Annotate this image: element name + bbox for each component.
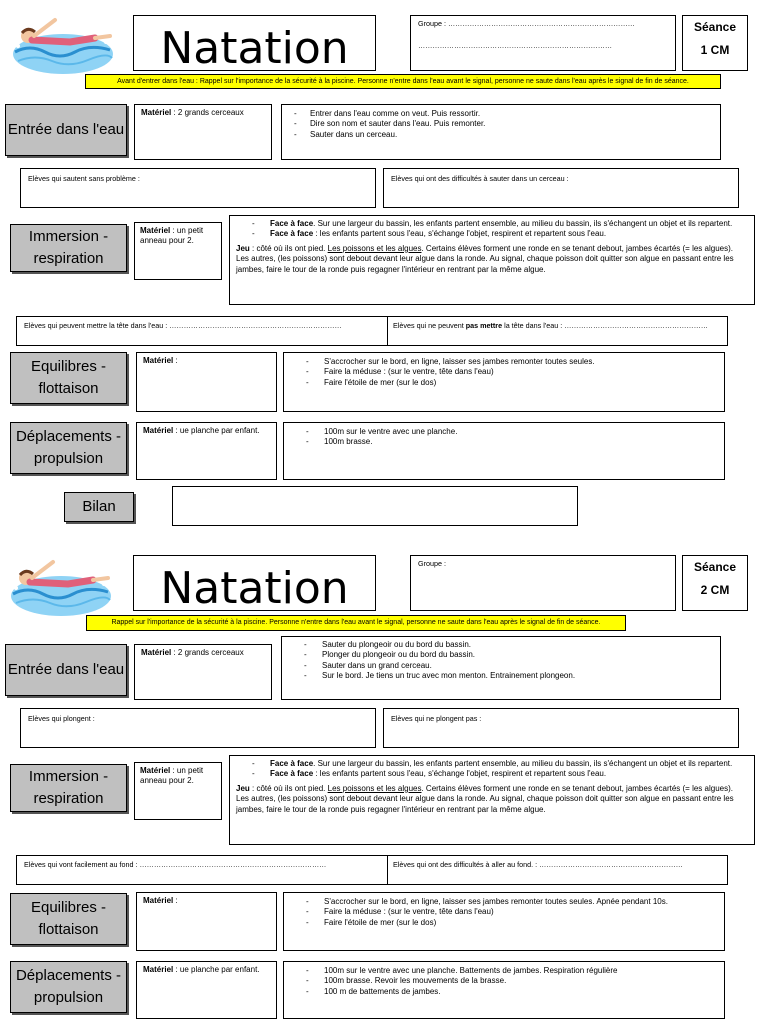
jeu-label: Jeu [236,783,250,793]
seance-label: Séance [693,560,737,574]
activity-item [230,229,748,239]
groupe-label: Groupe : [418,559,446,568]
materiel-text: : [173,356,178,365]
item-bold: Face à face [270,759,314,768]
obs-text: Elèves qui ne peuvent [393,321,466,330]
item-text: : les enfants partent sous l'eau, s'échange l'objet, respirent et repartent sous l'eau. [313,229,607,239]
jeu-text: . Certains élèves forment une ronde en se tenant debout, jambes écartés (= les algues). Les autres, (les poissons) sont debout devant leur algue dans la ronde. Au signal, chaque poisson doit quitter son algue en passant entre les jambes, faire le tour de la ronde puis regagner l'intérieur en rentrant par la même algue. [236,783,734,814]
activity-item: - 100 m de battements de jambes. [284,987,724,997]
item-text: : les enfants partent sous l'eau, s'échange l'objet, respirent et repartent sous l'eau. [313,769,607,779]
section-immersion: Immersion - respiration [10,764,127,812]
activity-list [283,422,725,480]
activity-item: - Faire l'étoile de mer (sur le dos) [284,918,724,928]
activity-list [229,215,755,305]
jeu-text: : côté où ils ont pied. [249,783,328,793]
materiel-label: Matériel [143,965,174,974]
activity-item: - Sauter du plongeoir ou du bord du bassin. [282,640,720,650]
observation-field[interactable]: Elèves qui peuvent mettre la tête dans l'eau : ……………………………………………………………… [17,317,388,345]
section-bilan: Bilan [64,492,134,522]
materiel-text: : 2 grands cerceaux [171,108,244,117]
observation-field[interactable]: Elèves qui vont facilement au fond : …………………………………………………………………… [17,856,388,884]
activity-item: - 100m brasse. [284,437,724,447]
activity-item: - 100m brasse. Revoir les mouvements de la brasse. [284,976,724,986]
page-title: Natation [133,15,376,71]
activity-item: - Sauter dans un grand cerceau. [282,661,720,671]
materiel-box [136,352,277,412]
observation-row [16,855,728,885]
jeu-text: : côté où ils ont pied. [249,243,328,253]
activity-item: - 100m sur le ventre avec une planche. Battements de jambes. Respiration régulière [284,966,724,976]
seance-value: 2 CM [700,583,730,597]
materiel-box [134,644,272,700]
section-deplacements: Déplacements - propulsion [10,422,127,474]
seance-box [682,555,748,611]
jeu-game-name: Les poissons et les algues [327,783,422,793]
materiel-label: Matériel [141,108,172,117]
item-bold: Face à face [270,769,314,779]
materiel-text: : ue planche par enfant. [173,965,260,974]
activity-item: - Faire la méduse : (sur le ventre, tête dans l'eau) [284,907,724,917]
jeu-label: Jeu [236,243,250,253]
materiel-box [134,104,272,160]
obs-bold: pas mettre [465,321,503,330]
materiel-text: : un petit anneau pour 2. [140,226,204,246]
page-title: Natation [133,555,376,611]
jeu-game-name: Les poissons et les algues [327,243,422,253]
jeu-paragraph [230,784,748,815]
section-deplacements: Déplacements - propulsion [10,961,127,1013]
activity-item: - Faire la méduse : (sur le ventre, tête dans l'eau) [284,367,724,377]
materiel-text: : [173,896,178,905]
activity-item: - Sur le bord. Je tiens un truc avec mon menton. Entrainement plongeon. [282,671,720,681]
groupe-line-1: …………………………………………………………………… [447,19,635,28]
materiel-box [136,961,277,1019]
activity-item [230,219,748,229]
activity-list [281,104,721,160]
activity-item: - S'accrocher sur le bord, en ligne, laisser ses jambes remonter toutes seules. Apnée pendant 10s. [284,897,724,907]
activity-item [230,759,748,769]
materiel-label: Matériel [143,426,174,435]
materiel-label: Matériel [143,896,174,905]
jeu-paragraph [230,244,748,275]
materiel-text: : 2 grands cerceaux [171,648,244,657]
groupe-label: Groupe : [418,19,446,28]
groupe-field[interactable] [410,15,676,71]
item-text: . Sur une largeur du bassin, les enfants partent ensemble, au milieu du bassin, ils s'échangent un objet et ils repartent. [313,759,733,768]
item-text: . Sur une largeur du bassin, les enfants partent ensemble, au milieu du bassin, ils s'échangent un objet et ils repartent. [313,219,733,228]
materiel-label: Matériel [143,356,174,365]
activity-list [283,892,725,951]
observation-field[interactable]: Elèves qui ne plongent pas : [383,708,739,748]
seance-box [682,15,748,71]
materiel-text: : ue planche par enfant. [173,426,260,435]
item-bold: Face à face [270,219,314,228]
materiel-box [136,422,277,480]
materiel-label: Matériel [140,766,171,775]
swimmer-icon [8,548,114,618]
materiel-text: : un petit anneau pour 2. [140,766,204,786]
activity-item: - 100m sur le ventre avec une planche. [284,427,724,437]
observation-field[interactable]: Elèves qui ont des difficultés à aller au fond. : …………………………………………………… [393,860,683,869]
materiel-box [136,892,277,951]
materiel-box [134,762,222,820]
swimmer-icon [10,6,116,76]
activity-list [229,755,755,845]
section-equilibres: Equilibres - flottaison [10,893,127,945]
activity-item: - S'accrocher sur le bord, en ligne, laisser ses jambes remonter toutes seules. [284,357,724,367]
observation-field[interactable]: Elèves qui sautent sans problème : [20,168,376,208]
safety-reminder: Avant d'entrer dans l'eau : Rappel sur l'importance de la sécurité à la piscine. Personne n'entre dans l'eau avant le signal, personne ne saute dans l'eau après le signal de fin de séance. [85,74,721,89]
groupe-field[interactable] [410,555,676,611]
materiel-label: Matériel [140,226,171,235]
activity-item: - Plonger du plongeoir ou du bord du bassin. [282,650,720,660]
observation-field[interactable] [388,317,727,345]
activity-list [283,961,725,1019]
bilan-field[interactable] [172,486,578,526]
seance-value: 1 CM [700,43,730,57]
materiel-box [134,222,222,280]
safety-reminder: Rappel sur l'importance de la sécurité à la piscine. Personne n'entre dans l'eau avant le signal, personne ne saute dans l'eau après le signal de fin de séance. [86,615,626,631]
section-equilibres: Equilibres - flottaison [10,352,127,404]
groupe-line-2: ……………………………………………………………………… [418,41,613,51]
activity-list [281,636,721,700]
obs-text: la tête dans l'eau : …………………………………………………… [502,321,708,330]
section-entree: Entrée dans l'eau [5,104,127,156]
observation-field[interactable]: Elèves qui plongent : [20,708,376,748]
materiel-label: Matériel [141,648,172,657]
activity-item: - Dire son nom et sauter dans l'eau. Puis remonter. [282,119,720,129]
section-entree: Entrée dans l'eau [5,644,127,696]
activity-item [230,769,748,779]
jeu-text: . Certains élèves forment une ronde en se tenant debout, jambes écartés (= les algues). Les autres, (les poissons) sont debout devant leur algue dans la ronde. Au signal, chaque poisson doit quitter son algue en passant entre les jambes, faire le tour de la ronde puis regagner l'intérieur en rentrant par la même algue. [236,243,734,274]
item-bold: Face à face [270,229,314,239]
section-immersion: Immersion - respiration [10,224,127,272]
activity-list [283,352,725,412]
activity-item: - Faire l'étoile de mer (sur le dos) [284,378,724,388]
seance-label: Séance [693,20,737,34]
observation-field[interactable]: Elèves qui ont des difficultés à sauter dans un cerceau : [383,168,739,208]
activity-item: - Entrer dans l'eau comme on veut. Puis ressortir. [282,109,720,119]
activity-item: - Sauter dans un cerceau. [282,130,720,140]
observation-row [16,316,728,346]
